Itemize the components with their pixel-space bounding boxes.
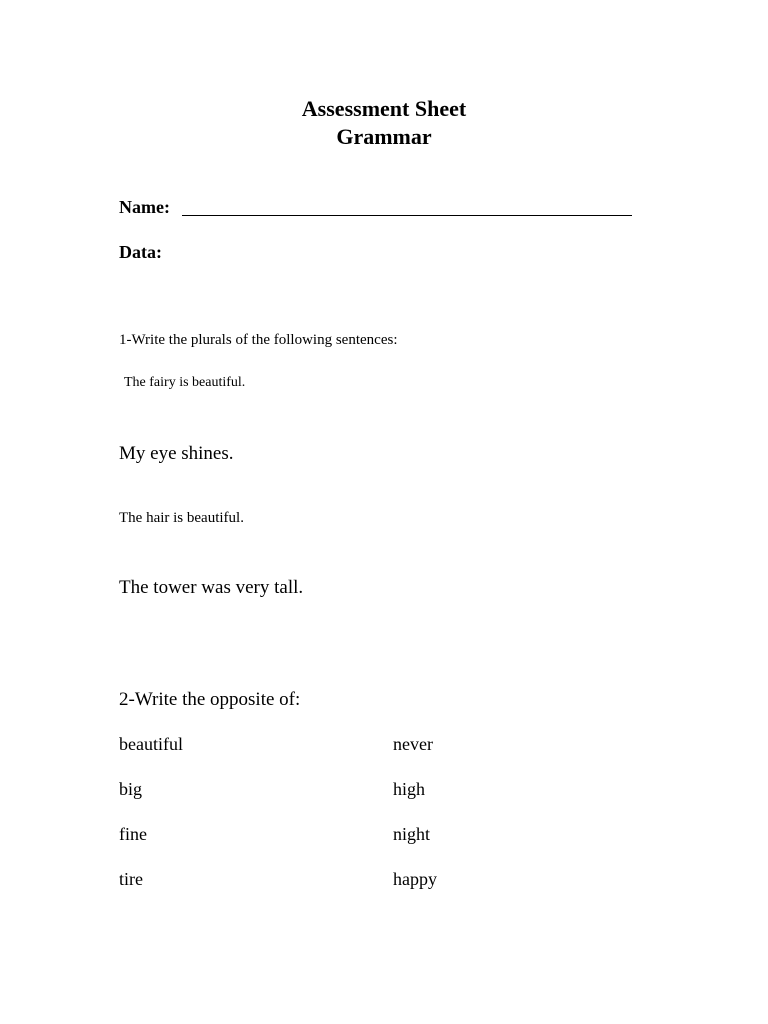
page-title: Assessment Sheet [301, 96, 467, 121]
data-label: Data: [119, 242, 162, 262]
opposite-word-right-1: never [393, 734, 433, 754]
page-subtitle: Grammar [336, 124, 432, 149]
opposite-word-left-4: tire [119, 869, 143, 889]
sentence-2: My eye shines. [119, 443, 234, 464]
name-answer-line [182, 215, 632, 216]
section1-instruction: 1-Write the plurals of the following sentences: [119, 332, 398, 348]
sentence-4: The tower was very tall. [119, 577, 304, 598]
sentence-1: The fairy is beautiful. [124, 375, 246, 390]
name-label: Name: [119, 197, 170, 217]
opposite-word-left-2: big [119, 779, 143, 799]
opposite-word-right-3: night [393, 824, 431, 844]
opposite-word-right-2: high [393, 779, 426, 799]
opposite-word-right-4: happy [393, 869, 437, 889]
opposite-word-left-3: fine [119, 824, 147, 844]
sentence-3: The hair is beautiful. [119, 510, 244, 526]
section2-instruction: 2-Write the opposite of: [119, 689, 301, 710]
opposite-word-left-1: beautiful [119, 734, 183, 754]
